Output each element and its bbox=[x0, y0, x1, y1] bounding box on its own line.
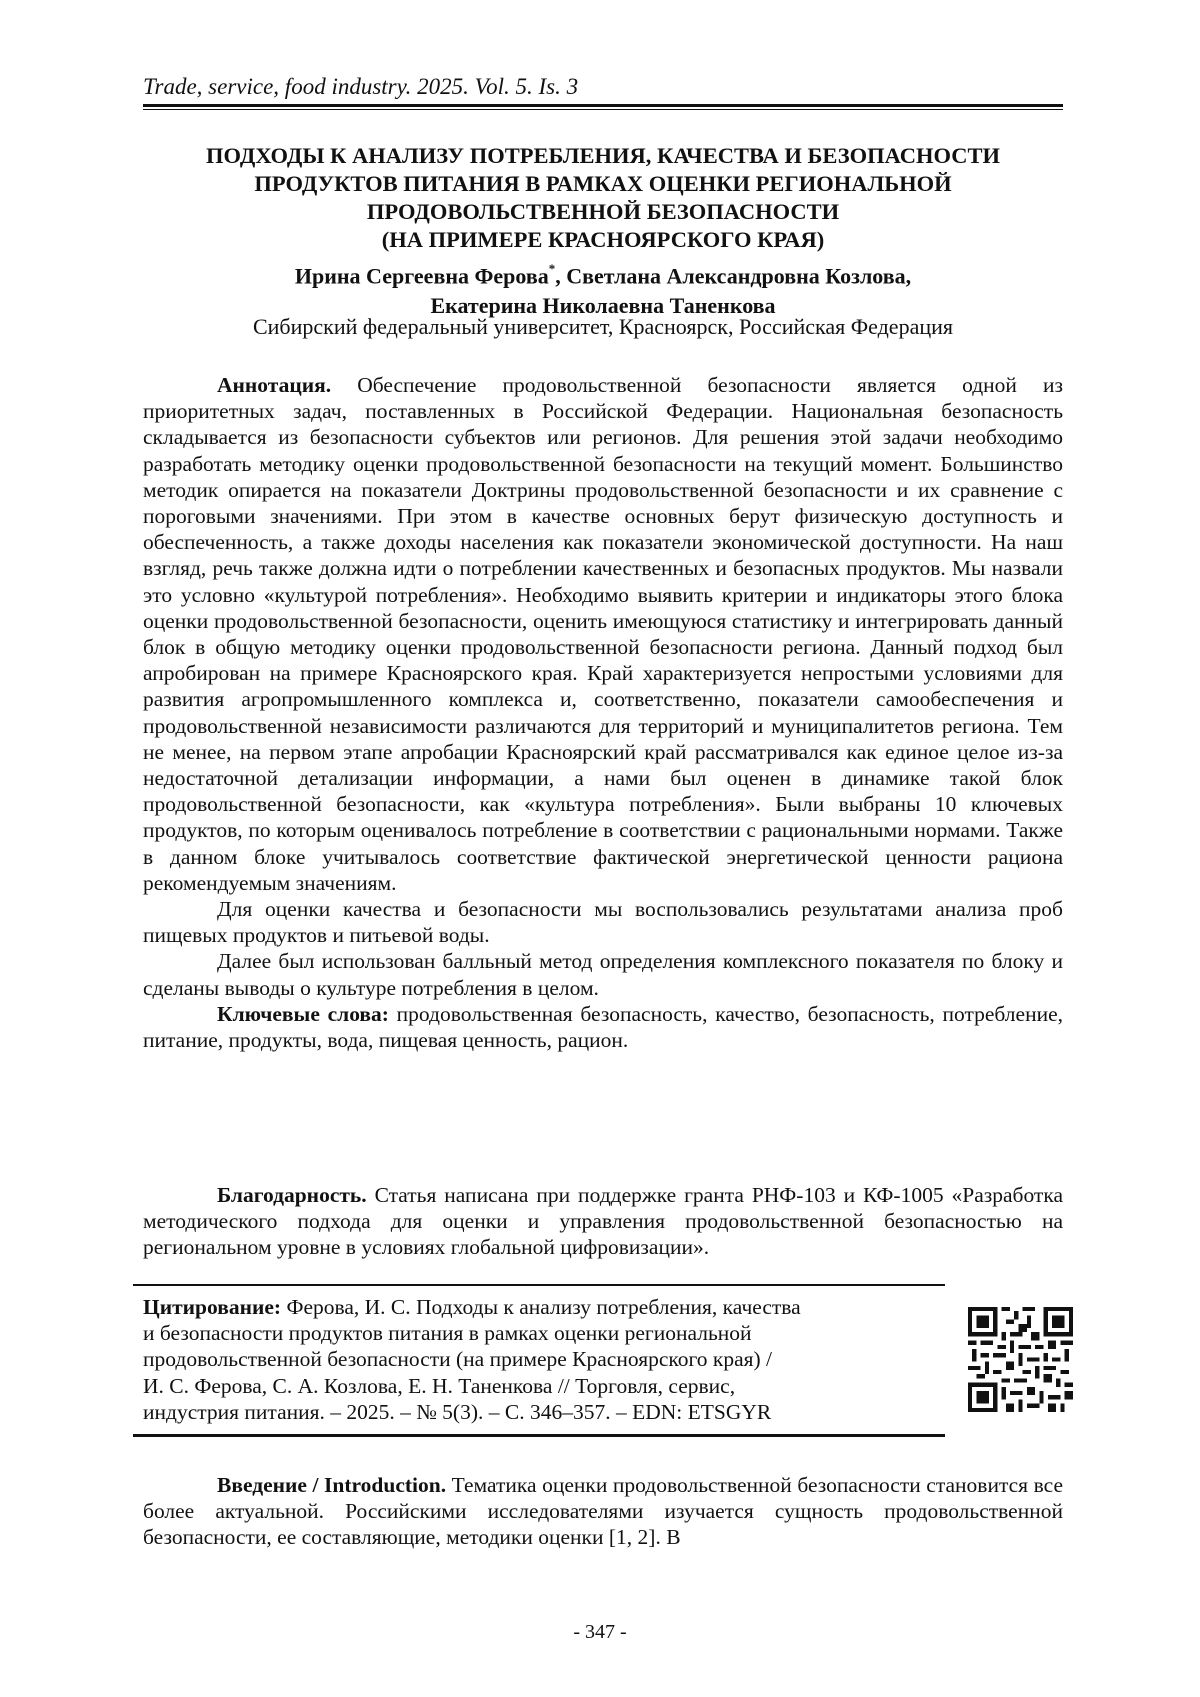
citation-line: индустрия питания. – 2025. – № 5(3). – С. 346–357. – EDN: ETSGYR bbox=[143, 1399, 923, 1425]
abstract-section bbox=[143, 372, 1063, 1053]
author-line-1 bbox=[143, 256, 1063, 291]
acknowledgment-label: Благодарность. bbox=[217, 1183, 367, 1207]
citation-label: Цитирование: bbox=[143, 1295, 281, 1319]
introduction-section bbox=[143, 1472, 1063, 1551]
article-title bbox=[143, 142, 1063, 254]
keywords-text: продовольственная безопасность, качество, безопасность, потребление, питание, продукты, вода, пищевая ценность, рацион. bbox=[143, 1002, 1063, 1052]
acknowledgment-text: Статья написана при поддержке гранта РНФ-103 и КФ-1005 «Разработка методического подхода для оценки и управления продовольственной безопасностью на региональном уровне в условиях глобальной цифровизации». bbox=[143, 1183, 1063, 1259]
title-line: ПРОДОВОЛЬСТВЕННОЙ БЕЗОПАСНОСТИ bbox=[143, 198, 1063, 226]
abstract-label: Аннотация. bbox=[217, 373, 331, 397]
author-list bbox=[143, 256, 1063, 321]
journal-page bbox=[0, 0, 1200, 1697]
abstract-paragraph bbox=[143, 372, 1063, 896]
abstract-paragraph: Далее был использован балльный метод определения комплексного показателя по блоку и сделаны выводы о культуре потребления в целом. bbox=[143, 948, 1063, 1000]
acknowledgment-paragraph bbox=[143, 1182, 1063, 1261]
qr-code-icon[interactable] bbox=[968, 1307, 1073, 1412]
keywords bbox=[143, 1001, 1063, 1053]
introduction-label: Введение / Introduction. bbox=[217, 1473, 446, 1497]
affiliation: Сибирский федеральный университет, Красноярск, Российская Федерация bbox=[143, 313, 1063, 341]
citation-line: И. С. Ферова, С. А. Козлова, Е. Н. Таненкова // Торговля, сервис, bbox=[143, 1373, 923, 1399]
citation-box bbox=[133, 1284, 945, 1437]
running-header: Trade, service, food industry. 2025. Vol. 5. Is. 3 bbox=[143, 73, 1063, 101]
author-name: Ирина Сергеевна Ферова bbox=[295, 263, 549, 288]
abstract-paragraph: Для оценки качества и безопасности мы воспользовались результатами анализа проб пищевых продуктов и питьевой воды. bbox=[143, 896, 1063, 948]
author-name: Екатерина Николаевна Таненкова bbox=[430, 293, 775, 318]
author-name: , Светлана Александровна Козлова, bbox=[555, 263, 911, 288]
introduction-paragraph bbox=[143, 1472, 1063, 1551]
header-rule bbox=[143, 104, 1063, 110]
page-number: - 347 - bbox=[0, 1620, 1200, 1644]
introduction-text: Тематика оценки продовольственной безопасности становится все более актуальной. Российскими исследователями изучается сущность продовольственной безопасности, ее составляющие, методики оценки [1, 2]. В bbox=[143, 1473, 1063, 1549]
title-line: ПРОДУКТОВ ПИТАНИЯ В РАМКАХ ОЦЕНКИ РЕГИОНАЛЬНОЙ bbox=[143, 170, 1063, 198]
citation-line: Цитирование: Ферова, И. С. Подходы к анализу потребления, качества bbox=[143, 1294, 923, 1320]
keywords-label: Ключевые слова: bbox=[217, 1002, 389, 1026]
title-line: ПОДХОДЫ К АНАЛИЗУ ПОТРЕБЛЕНИЯ, КАЧЕСТВА И БЕЗОПАСНОСТИ bbox=[143, 142, 1063, 170]
acknowledgment-section bbox=[143, 1182, 1063, 1261]
corresponding-author-mark: * bbox=[549, 261, 556, 276]
citation-line: продовольственной безопасности (на примере Красноярского края) / bbox=[143, 1346, 923, 1372]
title-line: (НА ПРИМЕРЕ КРАСНОЯРСКОГО КРАЯ) bbox=[143, 226, 1063, 254]
citation-text bbox=[143, 1294, 923, 1425]
abstract-text: Обеспечение продовольственной безопасности является одной из приоритетных задач, поставленных в Российской Федерации. Национальная безопасность складывается из безопасности субъектов или регионов. Для решения этой задачи необходимо разработать методику оценки продовольственной безопасности на текущий момент. Большинство методик опирается на показатели Доктрины продовольственной безопасности и их сравнение с пороговыми значениями. При этом в качестве основных берут физическую доступность и обеспеченность, а также доходы населения как показатели экономической доступности. На наш взгляд, речь также должна идти о потреблении качественных и безопасных продуктов. Мы назвали это условно «культурой потребления». Необходимо выявить критерии и индикаторы этого блока оценки продовольственной безопасности, оценить имеющуюся статистику и интегрировать данный блок в общую методику оценки продовольственной безопасности региона. Данный подход был апробирован на примере Красноярского края. Край характеризуется непростыми условиями для развития агропромышленного комплекса и, соответственно, показатели самообеспечения и продовольственной независимости различаются для территорий и муниципалитетов региона. Тем не менее, на первом этапе апробации Красноярский край рассматривался как единое целое из-за недостаточной детализации информации, а нами был оценен в динамике такой блок продовольственной безопасности, как «культура потребления». Были выбраны 10 ключевых продуктов, по которым оценивалось потребление в соответствии с рациональными нормами. Также в данном блоке учитывалось соответствие фактической энергетической ценности рациона рекомендуемым значениям. bbox=[143, 373, 1063, 895]
citation-line: и безопасности продуктов питания в рамках оценки региональной bbox=[143, 1320, 923, 1346]
